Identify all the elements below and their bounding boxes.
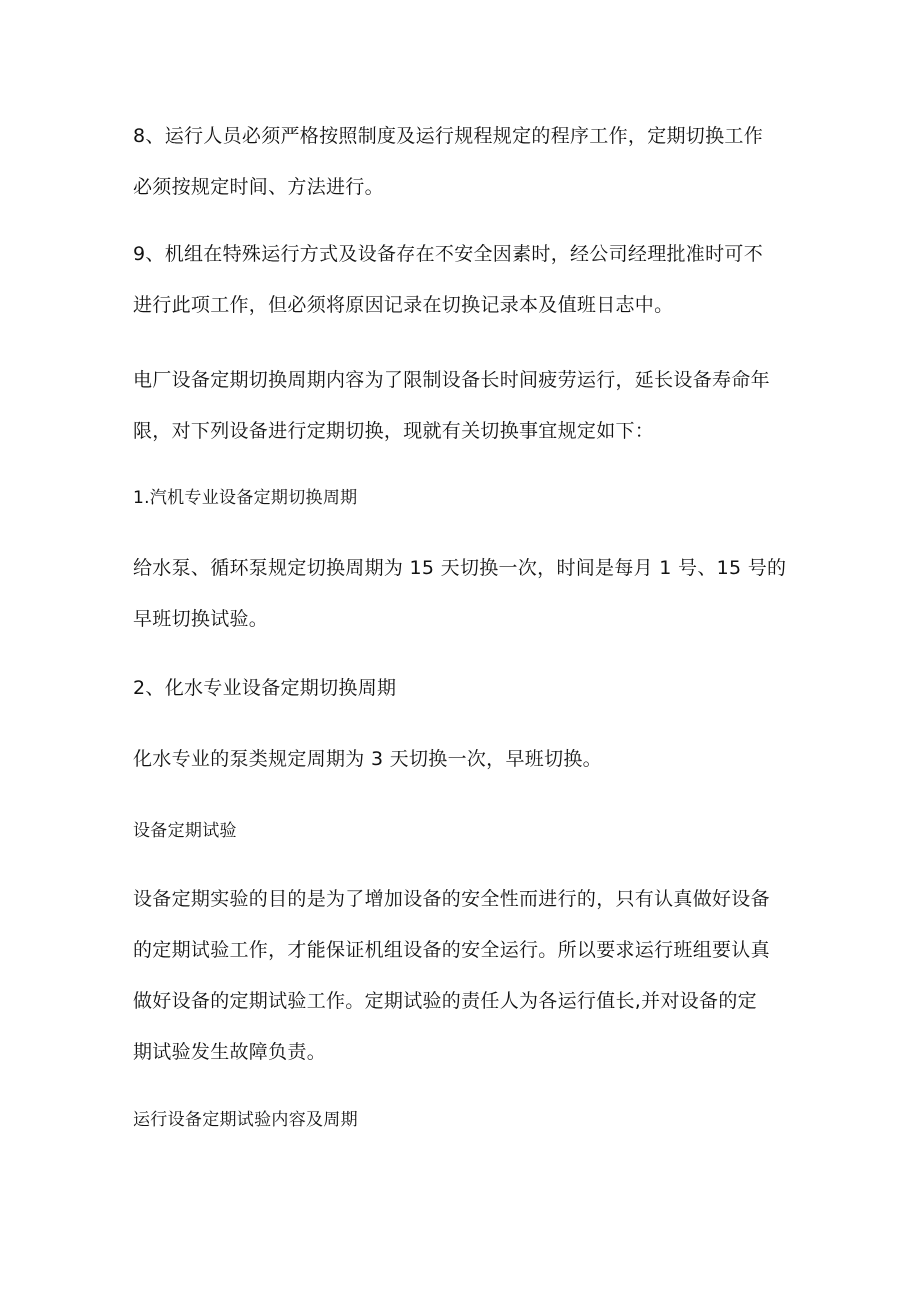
- text-line: 必须按规定时间、方法进行。: [133, 176, 384, 198]
- text-line: 期试验发生故障负责。: [133, 1041, 327, 1063]
- paragraph-feedwater-pump: [133, 543, 798, 645]
- section-heading-chemical: [133, 663, 798, 714]
- paragraph-periodic-test: [133, 874, 798, 1078]
- text-line: 化水专业的泵类规定周期为 3 天切换一次，早班切换。: [133, 748, 602, 770]
- text-line: 设备定期实验的目的是为了增加设备的安全性而进行的，只有认真做好设备: [133, 888, 770, 910]
- text-line: 早班切换试验。: [133, 608, 269, 630]
- text-line: 进行此项工作，但必须将原因记录在切换记录本及值班日志中。: [133, 294, 674, 316]
- section-heading-periodic-test: [133, 806, 798, 857]
- text-line: 做好设备的定期试验工作。定期试验的责任人为各运行值长,并对设备的定: [133, 990, 757, 1012]
- text-line: 电厂设备定期切换周期内容为了限制设备长时间疲劳运行，延长设备寿命年: [133, 369, 770, 391]
- text-line: 给水泵、循环泵规定切换周期为 15 天切换一次，时间是每月 1 号、15 号的: [133, 557, 787, 579]
- heading-text: 运行设备定期试验内容及周期: [133, 1110, 358, 1130]
- section-heading-test-content: [133, 1095, 798, 1146]
- text-line: 的定期试验工作，才能保证机组设备的安全运行。所以要求运行班组要认真: [133, 939, 770, 961]
- paragraph-chemical-pump: [133, 734, 798, 785]
- paragraph-item-9: [133, 229, 798, 331]
- text-line: 8、运行人员必须严格按照制度及运行规程规定的程序工作，定期切换工作: [133, 125, 763, 147]
- heading-text: 2、化水专业设备定期切换周期: [133, 677, 397, 699]
- text-line: 限，对下列设备进行定期切换，现就有关切换事宜规定如下：: [133, 420, 655, 442]
- heading-text: 设备定期试验: [133, 821, 237, 841]
- section-heading-turbine: [133, 473, 798, 524]
- text-line: 9、机组在特殊运行方式及设备存在不安全因素时，经公司经理批准时可不: [133, 243, 763, 265]
- paragraph-item-8: [133, 111, 798, 213]
- paragraph-intro: [133, 355, 798, 457]
- heading-text: 1.汽机专业设备定期切换周期: [133, 488, 358, 508]
